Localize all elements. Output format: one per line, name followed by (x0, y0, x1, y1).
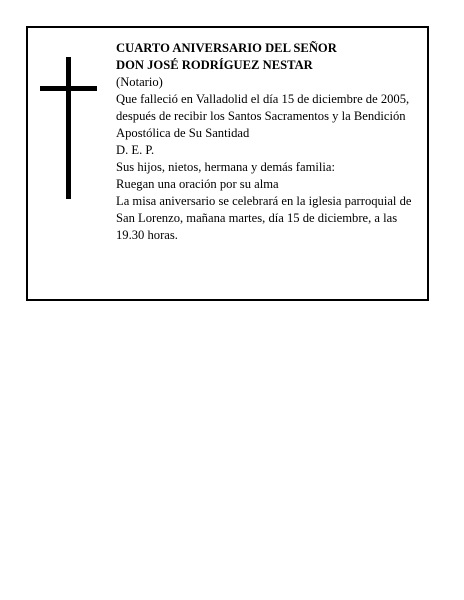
notice-title-line1: CUARTO ANIVERSARIO DEL SEÑOR (116, 41, 337, 55)
notice-text (116, 40, 422, 244)
notice-dep: D. E. P. (116, 143, 155, 157)
cross-horizontal-bar (40, 86, 97, 91)
obituary-notice (26, 26, 429, 301)
notice-profession: (Notario) (116, 75, 163, 89)
notice-death-info: Que falleció en Valladolid el día 15 de diciembre de 2005, después de recibir los Santos Sacramentos y la Bendición Apostólica de Su Santidad (116, 92, 410, 140)
notice-title-line2: DON JOSÉ RODRÍGUEZ NESTAR (116, 58, 313, 72)
notice-request: Ruegan una oración por su alma (116, 177, 279, 191)
notice-mass-info: La misa aniversario se celebrará en la iglesia parroquial de San Lorenzo, mañana martes, día 15 de diciembre, a las 19.30 horas. (116, 194, 412, 242)
cross-vertical-bar (66, 57, 71, 199)
notice-family: Sus hijos, nietos, hermana y demás familia: (116, 160, 335, 174)
